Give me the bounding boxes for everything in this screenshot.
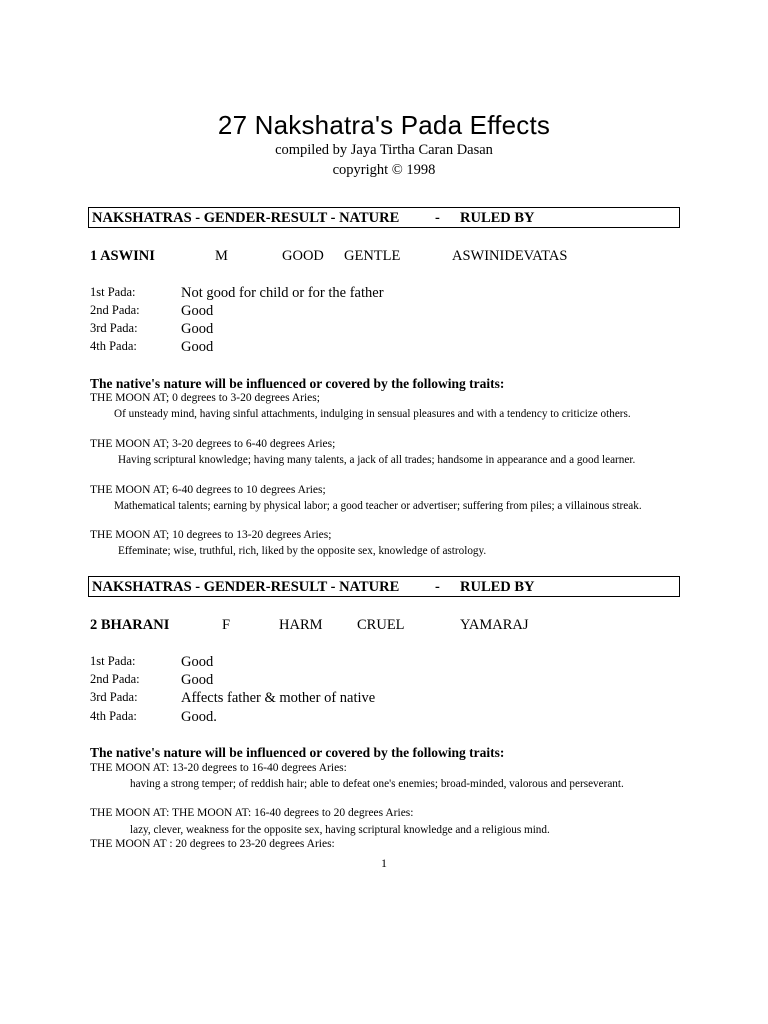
pada-label: 1st Pada: [90, 654, 136, 668]
pada-effect: Good [181, 339, 214, 355]
traits-heading: The native's nature will be influenced or covered by the following traits: [90, 745, 505, 760]
nakshatra-name: 1 ASWINI [90, 248, 155, 264]
table-header-box [88, 576, 680, 597]
nakshatra-nature: CRUEL [357, 617, 405, 633]
header-col-dash: - [435, 210, 440, 226]
header-col-ruled-by: RULED BY [460, 579, 535, 595]
header-col-ruled-by: RULED BY [460, 210, 535, 226]
pada-label: 2nd Pada: [90, 303, 140, 317]
nakshatra-row [0, 248, 768, 268]
moon-position: THE MOON AT : 20 degrees to 23-20 degrees Aries: [90, 838, 335, 850]
pada-effect: Good [181, 654, 214, 670]
moon-position: THE MOON AT; 3-20 degrees to 6-40 degrees Aries; [90, 438, 336, 450]
pada-label: 1st Pada: [90, 285, 136, 299]
nakshatra-result: GOOD [282, 248, 324, 264]
moon-position: THE MOON AT; 10 degrees to 13-20 degrees Aries; [90, 529, 332, 541]
nakshatra-nature: GENTLE [344, 248, 401, 264]
document-title: 27 Nakshatra's Pada Effects [217, 110, 551, 140]
moon-position: THE MOON AT; 0 degrees to 3-20 degrees Aries; [90, 392, 320, 404]
moon-description: Having scriptural knowledge; having many talents, a jack of all trades; handsome in appearance and a good learner. [118, 454, 636, 466]
pada-effect: Good [181, 321, 214, 337]
header-col-nakshatras: NAKSHATRAS - GENDER-RESULT - NATURE [92, 579, 400, 595]
nakshatra-gender: F [222, 617, 231, 633]
table-header-box [88, 207, 680, 228]
header-col-dash: - [435, 579, 440, 595]
pada-label: 3rd Pada: [90, 690, 138, 704]
moon-position: THE MOON AT: THE MOON AT: 16-40 degrees to 20 degrees Aries: [90, 807, 414, 819]
nakshatra-row [0, 617, 768, 637]
copyright: copyright © 1998 [332, 162, 436, 178]
pada-effect: Affects father & mother of native [181, 690, 376, 706]
pada-effect: Good [181, 672, 214, 688]
nakshatra-ruler: YAMARAJ [460, 617, 529, 633]
compiled-by: compiled by Jaya Tirtha Caran Dasan [275, 142, 493, 158]
moon-description: lazy, clever, weakness for the opposite sex, having scriptural knowledge and a religious mind. [130, 824, 550, 836]
pada-label: 2nd Pada: [90, 672, 140, 686]
pada-effect: Good [181, 303, 214, 319]
moon-description: Mathematical talents; earning by physical labor; a good teacher or advertiser; suffering from piles; a villainous streak. [114, 500, 642, 512]
pada-label: 3rd Pada: [90, 321, 138, 335]
pada-effect: Not good for child or for the father [181, 285, 384, 301]
nakshatra-gender: M [215, 248, 228, 264]
moon-position: THE MOON AT: 13-20 degrees to 16-40 degrees Aries: [90, 762, 347, 774]
moon-description: Effeminate; wise, truthful, rich, liked by the opposite sex, knowledge of astrology. [118, 545, 487, 557]
moon-position: THE MOON AT; 6-40 degrees to 10 degrees Aries; [90, 484, 326, 496]
pada-label: 4th Pada: [90, 339, 137, 353]
pada-label: 4th Pada: [90, 709, 137, 723]
nakshatra-name: 2 BHARANI [90, 617, 170, 633]
page-number: 1 [381, 856, 387, 870]
header-col-nakshatras: NAKSHATRAS - GENDER-RESULT - NATURE [92, 210, 400, 226]
pada-effect: Good. [181, 709, 217, 725]
moon-description: having a strong temper; of reddish hair; able to defeat one's enemies; broad-minded, valorous and perseverant. [130, 778, 624, 790]
traits-heading: The native's nature will be influenced or covered by the following traits: [90, 376, 505, 391]
nakshatra-ruler: ASWINIDEVATAS [452, 248, 568, 264]
moon-description: Of unsteady mind, having sinful attachments, indulging in sensual pleasures and with a tendency to criticize others. [114, 408, 631, 420]
nakshatra-result: HARM [279, 617, 323, 633]
